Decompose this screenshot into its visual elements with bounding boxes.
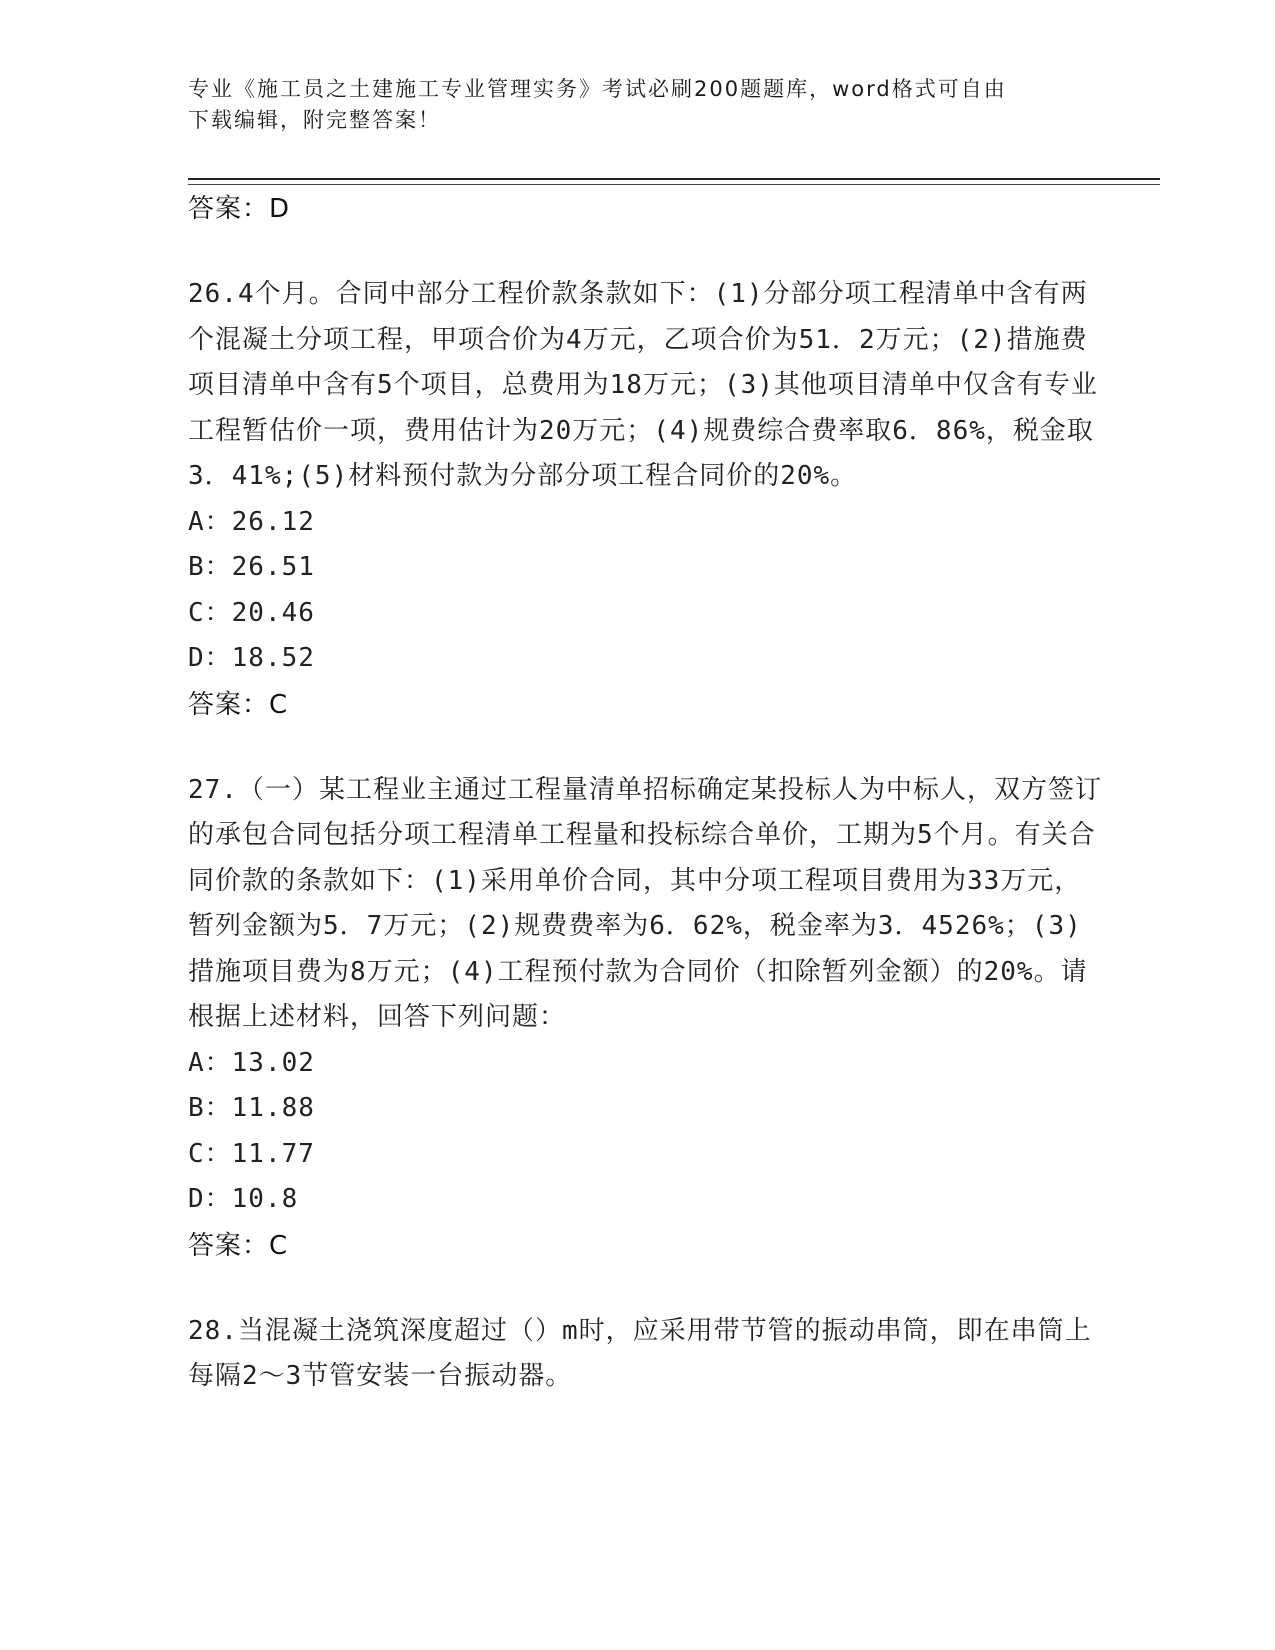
question-block-27: [188, 768, 1108, 1269]
question-text: 27.（一）某工程业主通过工程量清单招标确定某投标人为中标人，双方签订的承包合同包括分项工程清单工程量和投标综合单价，工期为5个月。有关合同价款的条款如下：(1)采用单价合同，其中分项工程项目费用为33万元，暂列金额为5．7万元；(2)规费费率为6．62%，税金率为3．4526%；(3)措施项目费为8万元；(4)工程预付款为合同价（扣除暂列金额）的20%。请根据上述材料，回答下列问题：: [188, 774, 1102, 1032]
document-body: [188, 186, 1108, 1400]
answer-label: 答案：D: [188, 194, 291, 224]
header-divider-thin: [188, 184, 1160, 185]
question-block-28: [188, 1309, 1108, 1400]
option-c: C：20.46: [188, 597, 315, 628]
option-b: B：26.51: [188, 552, 315, 582]
question-block-26: [188, 272, 1108, 728]
header-divider: [188, 178, 1160, 180]
document-header: [188, 74, 1088, 136]
header-line-1: 专业《施工员之土建施工专业管理实务》考试必刷200题题库，word格式可自由: [188, 77, 1007, 101]
question-text: 26.4个月。合同中部分工程价款条款如下：(1)分部分项工程清单中含有两个混凝土分项工程，甲项合价为4万元，乙项合价为51．2万元；(2)措施费项目清单中含有5个项目，总费用为18万元；(3)其他项目清单中仅含有专业工程暂估价一项，费用估计为20万元；(4)规费综合费率取6．86%，税金取3．41%;(5)材料预付款为分部分项工程合同价的20%。: [188, 279, 1098, 491]
answer-label: 答案：C: [188, 1230, 289, 1261]
answer-label: 答案：C: [188, 689, 289, 720]
option-d: D：18.52: [188, 643, 315, 673]
option-d: D：10.8: [188, 1184, 299, 1214]
question-block-25: [188, 186, 1108, 232]
option-a: A：13.02: [188, 1047, 315, 1078]
option-a: A：26.12: [188, 506, 315, 537]
header-line-2: 下载编辑，附完整答案！: [188, 108, 441, 132]
option-c: C：11.77: [188, 1138, 315, 1169]
option-b: B：11.88: [188, 1093, 315, 1123]
question-text: 28.当混凝土浇筑深度超过（）m时，应采用带节管的振动串筒，即在串筒上每隔2～3节管安装一台振动器。: [188, 1315, 1092, 1391]
